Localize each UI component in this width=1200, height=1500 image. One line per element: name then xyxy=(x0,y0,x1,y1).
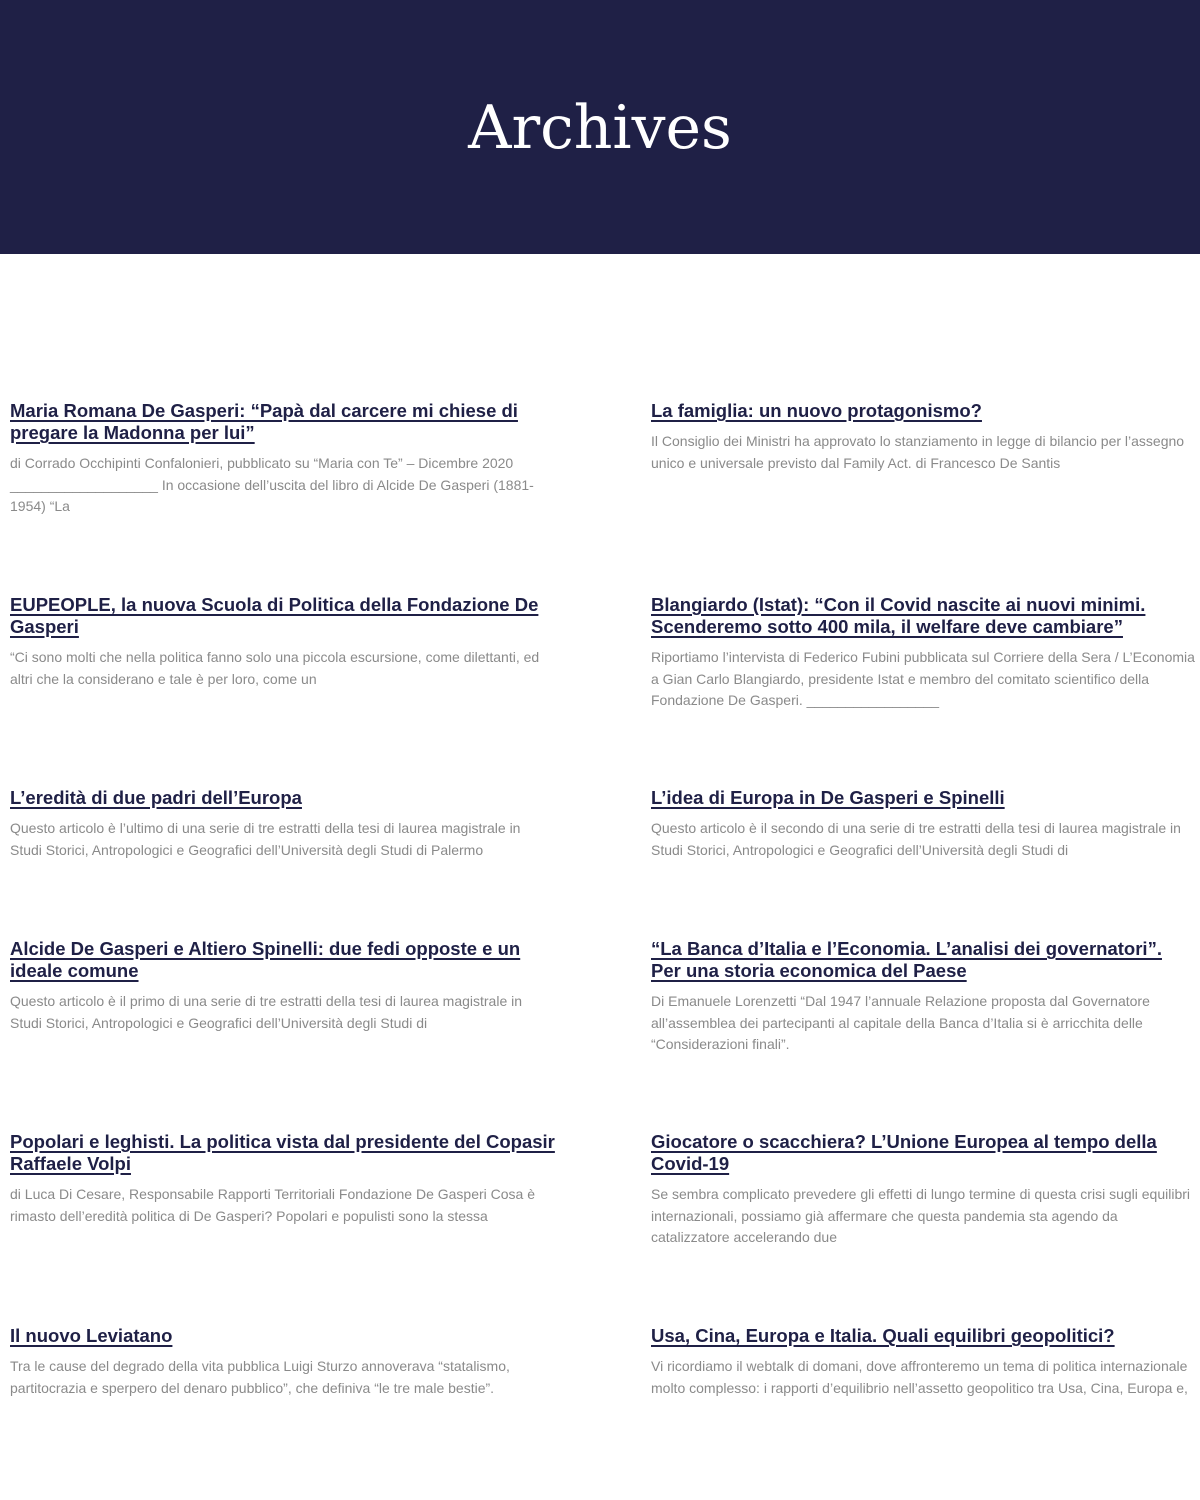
post-item xyxy=(651,787,1196,861)
post-item xyxy=(10,938,555,1034)
post-item xyxy=(651,594,1196,712)
post-excerpt: Il Consiglio dei Ministri ha approvato lo stanziamento in legge di bilancio per l’assegno unico e universale previsto dal Family Act. di Francesco De Santis xyxy=(651,433,1185,471)
post-excerpt: Questo articolo è l’ultimo di una serie di tre estratti della tesi di laurea magistrale in Studi Storici, Antropologici e Geografici dell’Università degli Studi di Palermo xyxy=(10,820,521,858)
post-title-link[interactable]: “La Banca d’Italia e l’Economia. L’analisi dei governatori”. Per una storia economica del Paese xyxy=(651,938,1162,981)
post-title-link[interactable]: EUPEOPLE, la nuova Scuola di Politica della Fondazione De Gasperi xyxy=(10,594,539,637)
post-excerpt: Questo articolo è il secondo di una serie di tre estratti della tesi di laurea magistrale in Studi Storici, Antropologici e Geografici dell’Università degli Studi di xyxy=(651,820,1181,858)
post-excerpt: Se sembra complicato prevedere gli effetti di lungo termine di questa crisi sugli equilibri internazionali, possiamo già affermare che questa pandemia sta agendo da catalizzatore accelerando due xyxy=(651,1186,1191,1245)
post-title-link[interactable]: Maria Romana De Gasperi: “Papà dal carcere mi chiese di pregare la Madonna per lui” xyxy=(10,400,518,443)
page-title: Archives xyxy=(468,93,732,163)
post-excerpt: Tra le cause del degrado della vita pubblica Luigi Sturzo annoverava “statalismo, partitocrazia e sperpero del denaro pubblico”, che definiva “le tre male bestie”. xyxy=(10,1358,510,1396)
post-title-link[interactable]: Blangiardo (Istat): “Con il Covid nascite ai nuovi minimi. Scenderemo sotto 400 mila, il welfare deve cambiare” xyxy=(651,594,1146,637)
post-title-link[interactable]: Il nuovo Leviatano xyxy=(10,1325,173,1346)
archive-header xyxy=(0,0,1200,254)
post-item xyxy=(651,1325,1196,1399)
post-title-link[interactable]: La famiglia: un nuovo protagonismo? xyxy=(651,400,982,421)
post-item xyxy=(651,1131,1196,1249)
post-item xyxy=(10,594,555,690)
post-item xyxy=(10,1325,555,1399)
post-item xyxy=(10,1131,555,1227)
post-excerpt: di Corrado Occhipinti Confalonieri, pubblicato su “Maria con Te” – Dicembre 2020 ___________________ In occasione dell’uscita del libro di Alcide De Gasperi (1881-1954) “La xyxy=(10,455,534,514)
post-title-link[interactable]: Alcide De Gasperi e Altiero Spinelli: due fedi opposte e un ideale comune xyxy=(10,938,521,981)
post-excerpt: Vi ricordiamo il webtalk di domani, dove affronteremo un tema di politica internazionale molto complesso: i rapporti d’equilibrio nell’assetto geopolitico tra Usa, Cina, Europa e, xyxy=(651,1358,1188,1396)
post-title-link[interactable]: Giocatore o scacchiera? L’Unione Europea al tempo della Covid-19 xyxy=(651,1131,1157,1174)
post-excerpt: Riportiamo l’intervista di Federico Fubini pubblicata sul Corriere della Sera / L’Economia a Gian Carlo Blangiardo, presidente Istat e membro del comitato scientifico della Fondazione De Gasperi. _________________ xyxy=(651,649,1195,708)
post-title-link[interactable]: Usa, Cina, Europa e Italia. Quali equilibri geopolitici? xyxy=(651,1325,1115,1346)
post-title-link[interactable]: L’idea di Europa in De Gasperi e Spinelli xyxy=(651,787,1005,808)
post-title-link[interactable]: Popolari e leghisti. La politica vista dal presidente del Copasir Raffaele Volpi xyxy=(10,1131,555,1174)
post-title-link[interactable]: L’eredità di due padri dell’Europa xyxy=(10,787,302,808)
post-excerpt: “Ci sono molti che nella politica fanno solo una piccola escursione, come dilettanti, ed altri che la considerano e tale è per loro, come un xyxy=(10,649,540,687)
post-excerpt: Di Emanuele Lorenzetti “Dal 1947 l’annuale Relazione proposta dal Governatore all’assemblea dei partecipanti al capitale della Banca d’Italia si è arricchita delle “Considerazioni finali”. xyxy=(651,993,1150,1052)
post-excerpt: Questo articolo è il primo di una serie di tre estratti della tesi di laurea magistrale in Studi Storici, Antropologici e Geografici dell’Università degli Studi di xyxy=(10,993,523,1031)
post-item xyxy=(651,400,1196,474)
post-item xyxy=(10,787,555,861)
post-item xyxy=(10,400,555,518)
post-item xyxy=(651,938,1196,1056)
post-excerpt: di Luca Di Cesare, Responsabile Rapporti Territoriali Fondazione De Gasperi Cosa è rimasto dell’eredità politica di De Gasperi? Popolari e populisti sono la stessa xyxy=(10,1186,536,1224)
